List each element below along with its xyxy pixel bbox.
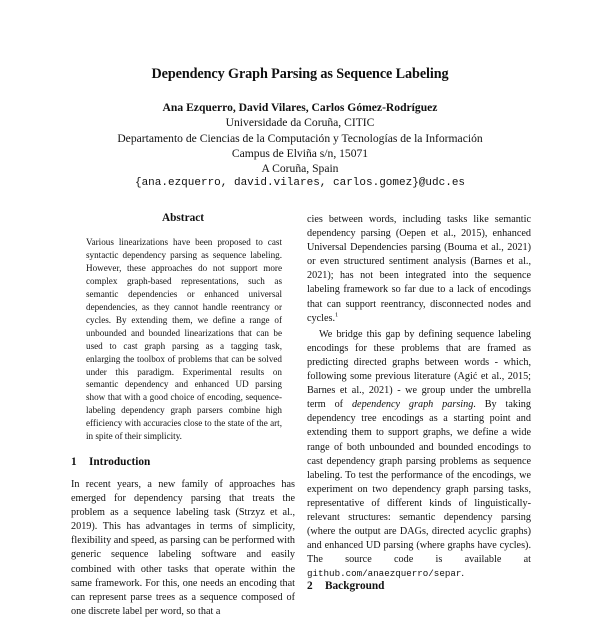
- address-campus: Campus de Elviña s/n, 15071: [231, 146, 369, 160]
- section-title: Introduction: [89, 456, 151, 468]
- right-column: [307, 213, 531, 581]
- emphasized-term: dependency graph parsing: [351, 399, 474, 411]
- section-title: Background: [325, 580, 385, 592]
- paper-title: Dependency Graph Parsing as Sequence Labeling: [151, 66, 449, 82]
- paragraph-text: We bridge this gap by defining sequence labeling encodings for these problems that are framed as predicting directed graphs between words - which, following some previous literature (Agić et al., 2015; Barnes et al., 2021) - we group under the umbrella term of: [307, 328, 531, 411]
- section-number: 2: [307, 580, 313, 592]
- author-block: [0, 100, 600, 192]
- authors: Ana Ezquerro, David Vilares, Carlos Gómez-Rodríguez: [162, 101, 438, 114]
- section-heading-background: [307, 580, 384, 592]
- section-number: 1: [71, 456, 77, 468]
- introduction-text: In recent years, a new family of approaches has emerged for dependency parsing that treats the problem as a sequence labeling task (Strzyz et al., 2019). This has advantages in terms of simplicity, flexibility and speed, as parsing can be performed with generic sequence labeling software and easily combined with other tasks that operate within the same framework. For this, one needs an encoding that can represent parse trees as a sequence composed of one discrete label per word, so that a: [71, 479, 295, 617]
- author-emails: {ana.ezquerro, david.vilares, carlos.gomez}@udc.es: [134, 177, 466, 190]
- footnote-marker: 1: [335, 311, 339, 319]
- abstract-body: [86, 236, 282, 443]
- affiliation-department: Departamento de Ciencias de la Computación y Tecnologías de la Información: [117, 131, 483, 145]
- paragraph-text: . By taking dependency tree encodings as a starting point and extending them to support graphs, we define a wide range of both unbounded and bounded encodings to cast dependency graph parsing problems as sequence labeling. To test the performance of the encodings, we experiment on two dependency graph parsing tasks, representative of different kinds of linguistically-relevant structures: semantic dependency parsing (where the output are DAGs, directed acyclic graphs) and enhanced UD parsing (where graphs have cycles). The source code is available at: [307, 399, 531, 566]
- introduction-body: [71, 478, 295, 619]
- address-city: A Coruña, Spain: [261, 162, 339, 176]
- paragraph: [307, 328, 531, 582]
- source-code-url[interactable]: github.com/anaezquerro/separ: [307, 568, 462, 580]
- paragraph-text: cies between words, including tasks like semantic dependency parsing (Oepen et al., 2015), enhanced Universal Dependencies parsing (Bouma et al., 2021) or even structured sentiment analysis (Barnes et al., 2021); has not been integrated into the sequence labeling framework so far due to a lack of encodings that can support reentrancy, disconnected nodes and cycles.: [307, 214, 531, 324]
- affiliation-university: Universidade da Coruña, CITIC: [225, 116, 375, 130]
- section-heading-introduction: [71, 456, 150, 468]
- abstract-heading: Abstract: [161, 212, 205, 224]
- paragraph-text: .: [461, 568, 464, 580]
- paragraph: [307, 213, 531, 326]
- abstract-text: Various linearizations have been proposed to cast syntactic dependency parsing as sequence labeling. However, these approaches do not support more complex graph-based representations, such as semantic dependencies or enhanced universal dependencies, as they cannot handle reentrancy or cycles. By extending them, we define a range of unbounded and bounded linearizations that can be used to cast graph parsing as a tagging task, enlarging the toolbox of problems that can be solved under this paradigm. Experimental results on semantic dependency and enhanced UD parsing show that with a good choice of encoding, sequence-labeling dependency graph parsers combine high efficiency with accuracies close to the state of the art, in spite of their simplicity.: [86, 237, 282, 442]
